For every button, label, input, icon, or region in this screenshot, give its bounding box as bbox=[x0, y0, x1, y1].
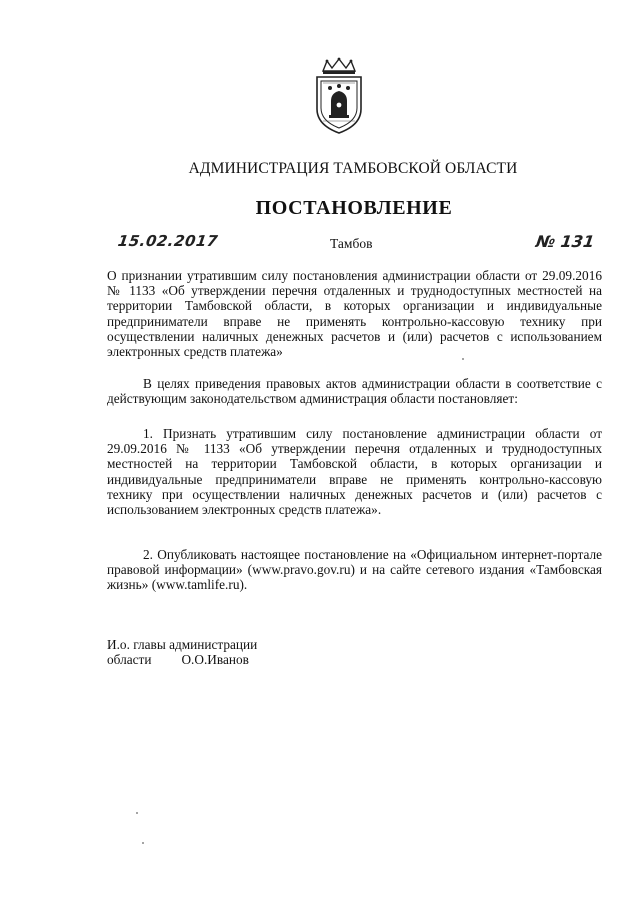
document-number: № 131 bbox=[534, 232, 596, 251]
tambov-coat-of-arms-icon bbox=[301, 57, 377, 137]
document-type-heading: ПОСТАНОВЛЕНИЕ bbox=[255, 197, 453, 219]
document-preamble: В целях приведения правовых актов администрации области в соответствие с действующим законодательством администрация области постановляет: bbox=[107, 376, 602, 407]
signatory-position-line2: области bbox=[107, 652, 152, 667]
signatory-name: О.О.Иванов bbox=[181, 652, 249, 667]
scan-speck bbox=[136, 812, 138, 814]
document-subject: О признании утратившим силу постановления администрации области от 29.09.2016 № 1133 «Об утверждении перечня отдаленных и труднодоступных местностей на территории Тамбовской области, в которых организации и индивидуальные предприниматели вправе не применять контрольно-кассовую технику при осуществлении наличных денежных расчетов и (или) расчетов с использованием электронных средств платежа» bbox=[107, 268, 602, 360]
resolution-item-1: 1. Признать утратившим силу постановление администрации области от 29.09.2016 № 1133 «Об утверждении перечня отдаленных и труднодоступных местностей на территории Тамбовской области, в которых организации и индивидуальные предприниматели вправе не применять контрольно-кассовую технику при осуществлении наличных денежных расчетов и (или) расчетов с использованием электронных средств платежа». bbox=[107, 426, 602, 518]
signatory-position-line1: И.о. главы администрации bbox=[107, 637, 258, 652]
scan-speck bbox=[142, 842, 144, 844]
document-date: 15.02.2017 bbox=[116, 232, 220, 250]
resolution-item-2: 2. Опубликовать настоящее постановление на «Официальном интернет-портале правовой информации» (www.pravo.gov.ru) и на сайте сетевого издания «Тамбовская жизнь» (www.tamlife.ru). bbox=[107, 547, 602, 593]
administration-title: АДМИНИСТРАЦИЯ ТАМБОВСКОЙ ОБЛАСТИ bbox=[188, 160, 518, 177]
document-city: Тамбов bbox=[330, 236, 373, 251]
scan-speck bbox=[462, 358, 464, 360]
signature-block bbox=[107, 637, 257, 667]
